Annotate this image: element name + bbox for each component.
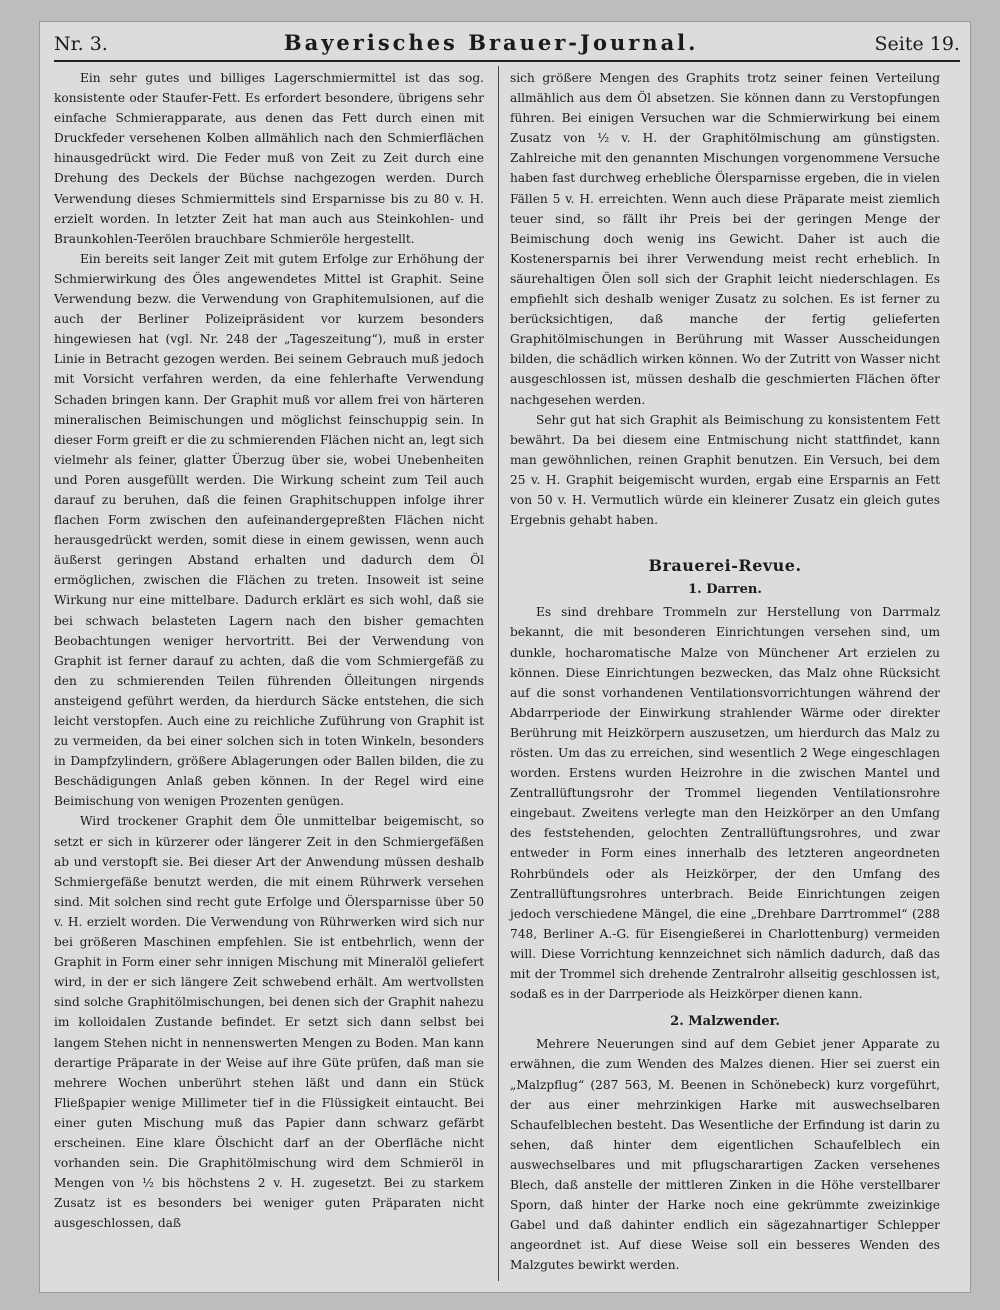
issue-number: Nr. 3. [54,33,108,55]
section-heading: Brauerei-Revue. [648,556,802,576]
paragraph: Es sind drehbare Trommeln zur Herstellung von Darrmalz bekannt, die mit besonderen Einrichtungen versehen sind, um dunkle, hocharomatische Malze von Münchener Art erzielen zu können. Diese Einrichtungen bezwecken, das Malz ohne Rücksicht auf die sonst vorhandenen Ventilationsvorrichtungen während der Abdarrperiode der Einwirkung strahlender Wärme oder direkter Berührung mit Heizkörpern auszusetzen, um hierdurch das Malz zu rösten. Um das zu erreichen, sind wesentlich 2 Wege eingeschlagen worden. Erstens wurden Heizrohre in die zwischen Mantel und Zentrallüftungsrohr der Trommel liegenden Ventilationsrohre eingebaut. Zweitens verlegte man den Heizkörper an den Umfang des feststehenden, gelochten Zentrallüftungsrohres, und zwar entweder in Form eines innerhalb des letzteren angeordneten Rohrbündels oder als Heizkörper, der den Umfang des Zentrallüftungsrohres unterbrach. Beide Einrichtungen zeigen jedoch verschiedene Mängel, die eine „Drehbare Darrtrommel“ (288 748, Berliner A.-G. für Eisengießerei in Charlottenburg) vermeiden will. Diese Vorrichtung kennzeichnet sich nämlich dadurch, daß das mit der Trommel sich drehende Zentralrohr allseitig geschlossen ist, sodaß es in der Darrperiode als Heizkörper dienen kann. [510,605,940,1002]
newspaper-page [40,22,970,1292]
right-column [510,68,940,1275]
paragraph: Mehrere Neuerungen sind auf dem Gebiet jener Apparate zu erwähnen, die zum Wenden des Malzes dienen. Hier sei zuerst ein „Malzpflug“ (287 563, M. Beenen in Schönebeck) kurz vorgeführt, der aus einer mehrzinkigen Harke mit auswechselbaren Schaufelblechen besteht. Das Wesentliche der Erfindung ist darin zu sehen, daß hinter dem eigentlichen Schaufelblech ein auswechselbares und mit pflugscharartigen Zacken versehenes Blech, daß anstelle der mittleren Zinken in die Höhe verstellbarer Sporn, daß hinter der Harke noch eine gekrümmte zweizinkige Gabel und daß dahinter endlich ein sägezahnartiger Schlepper angeordnet ist. Auf diese Weise soll ein besseres Wenden des Malzgutes bewirkt werden. [510,1037,940,1273]
paragraph: Ein bereits seit langer Zeit mit gutem Erfolge zur Erhöhung der Schmierwirkung des Öles angewendetes Mittel ist Graphit. Seine Verwendung bezw. die Verwendung von Graphitemulsionen, auf die auch der Berliner Polizeipräsident vor kurzem besonders hingewiesen hat (vgl. Nr. 248 der „Tageszeitung“), muß in erster Linie in Betracht gezogen werden. Bei seinem Gebrauch muß jedoch mit Vorsicht verfahren werden, da eine fehlerhafte Verwendung Schaden bringen kann. Der Graphit muß vor allem frei von härteren mineralischen Beimischungen und möglichst feinschuppig sein. In dieser Form greift er die zu schmierenden Flächen nicht an, legt sich vielmehr als feiner, glatter Überzug über sie, wobei Unebenheiten und Poren ausgefüllt werden. Die Wirkung scheint zum Teil auch darauf zu beruhen, daß die feinen Graphitschuppen infolge ihrer flachen Form zwischen den aufeinandergepreßten Flächen nicht herausgedrückt werden, somit diese in einem gewissen, wenn auch äußerst geringen Abstand erhalten und dadurch dem Öl ermöglichen, zwischen die Flächen zu treten. Insoweit ist seine Wirkung nur eine mittelbare. Dadurch erklärt es sich wohl, daß sie bei schwach belasteten Lagern nach den bisher gemachten Beobachtungen weniger hervortritt. Bei der Verwendung von Graphit ist ferner darauf zu achten, daß die vom Schmiergefäß zu den zu schmierenden Teilen führenden Ölleitungen nirgends ansteigend geführt werden, da hierdurch Säcke entstehen, die sich leicht verstopfen. Auch eine zu reichliche Zuführung von Graphit ist zu vermeiden, da bei einer solchen sich in toten Winkeln, besonders in Dampfzylindern, größere Ablagerungen oder Ballen bilden, die zu Beschädigungen Anlaß geben können. In der Regel wird eine Beimischung von wenigen Prozenten genügen. [54,251,484,809]
paragraph: Wird trockener Graphit dem Öle unmittelbar beigemischt, so setzt er sich in kürzerer oder längerer Zeit in den Schmiergefäßen ab und verstopft sie. Bei dieser Art der Anwendung müssen deshalb Schmiergefäße benutzt werden, die mit einem Rührwerk versehen sind. Mit solchen sind recht gute Erfolge und Ölersparnisse über 50 v. H. erzielt worden. Die Verwendung von Rührwerken wird sich nur bei größeren Maschinen empfehlen. Sie ist entbehrlich, wenn der Graphit in Form einer sehr innigen Mischung mit Mineralöl geliefert wird, in der er sich längere Zeit schwebend erhält. Am wertvollsten sind solche Graphitölmischungen, bei denen sich der Graphit nahezu im kolloidalen Zustande befindet. Er setzt sich dann selbst bei langem Stehen nicht in nennenswerten Mengen zu Boden. Man kann derartige Präparate in der Weise auf ihre Güte prüfen, daß man sie mehrere Wochen unberührt stehen läßt und dann ein Stück Fließpapier wenige Millimeter tief in die Flüssigkeit eintaucht. Bei einer guten Mischung muß das Papier dann schwarz gefärbt erscheinen. Eine klare Ölschicht darf an der Oberfläche nicht vorhanden sein. Die Graphitölmischung wird dem Schmieröl in Mengen von ½ bis höchstens 2 v. H. zugesetzt. Bei zu starkem Zusatz ist es besonders bei weniger guten Präparaten nicht ausgeschlossen, daß [54,814,484,1231]
page-number: Seite 19. [874,33,960,55]
subsection-heading: 1. Darren. [688,582,762,598]
left-column [54,68,484,1233]
paragraph: Sehr gut hat sich Graphit als Beimischung zu konsistentem Fett bewährt. Da bei diesem eine Entmischung nicht stattfindet, kann man gewöhnlichen, reinen Graphit benutzen. Ein Versuch, bei dem 25 v. H. Graphit beigemischt wurden, ergab eine Ersparnis an Fett von 50 v. H. Vermutlich würde ein kleinerer Zusatz ein gleich gutes Ergebnis gehabt haben. [510,412,940,528]
page-header [54,30,960,62]
paragraph: sich größere Mengen des Graphits trotz seiner feinen Verteilung allmählich aus dem Öl absetzen. Sie können dann zu Verstopfungen führen. Bei einigen Versuchen war die Schmierwirkung bei einem Zusatz von ½ v. H. der Graphitölmischung am günstigsten. Zahlreiche mit den genannten Mischungen vorgenommene Versuche haben fast durchweg erhebliche Ölersparnisse ergeben, die in vielen Fällen 5 v. H. erreichten. Wenn auch diese Präparate meist ziemlich teuer sind, so fällt ihr Preis bei der geringen Menge der Beimischung doch wenig ins Gewicht. Daher ist auch die Kostenersparnis bei ihrer Verwendung meist recht erheblich. In säurehaltigen Ölen soll sich der Graphit leicht niederschlagen. Es empfiehlt sich deshalb weniger Zusatz zu solchen. Es ist ferner zu berücksichtigen, daß manche der fertig gelieferten Graphitölmischungen in Berührung mit Wasser Ausscheidungen bilden, die schädlich wirken können. Wo der Zutritt von Wasser nicht ausgeschlossen ist, müssen deshalb die geschmierten Flächen öfter nachgesehen werden. [510,71,940,407]
journal-title: Bayerisches Brauer-Journal. [283,30,699,55]
paragraph: Ein sehr gutes und billiges Lagerschmiermittel ist das sog. konsistente oder Staufer-Fett. Es erfordert besondere, übrigens sehr einfache Schmierapparate, aus denen das Fett durch einen mit Druckfeder versehenen Kolben allmählich nach den Schmierflächen hinausgedrückt wird. Die Feder muß von Zeit zu Zeit durch eine Drehung des Deckels der Büchse nachgezogen werden. Durch Verwendung dieses Schmiermittels sind Ersparnisse bis zu 80 v. H. erzielt worden. In letzter Zeit hat man auch aus Steinkohlen- und Braunkohlen-Teerölen brauchbare Schmieröle hergestellt. [54,71,484,246]
column-divider [498,66,499,1281]
subsection-heading: 2. Malzwender. [670,1014,780,1030]
